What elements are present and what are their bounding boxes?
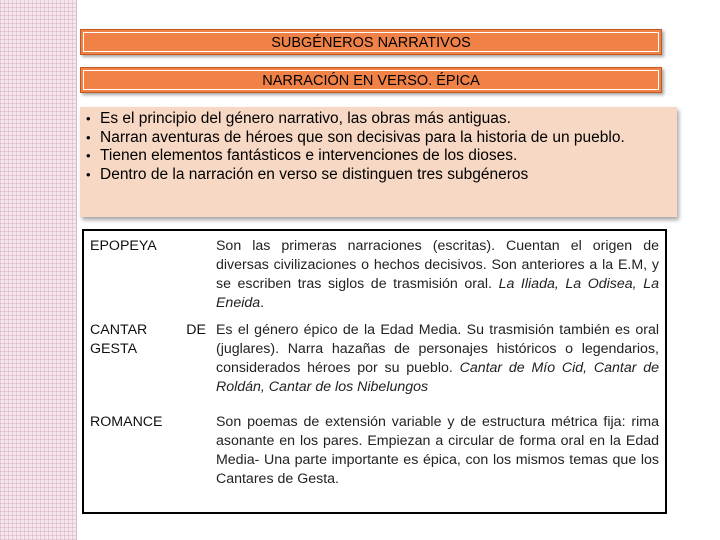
desc-cantar-de-gesta: Es el género épico de la Edad Media. Su trasmisión también es oral (juglares). Narra hazañas de personajes históricos o legendarios, considerados héroes por su pueblo. Cantar de Mío Cid, Cantar de Roldán, Cantar de los Nibelungos (215, 322, 659, 395)
bullet-item: • Narran aventuras de héroes que son decisivas para la historia de un pueblo. (86, 129, 667, 148)
bullet-item: • Tienen elementos fantásticos e intervenciones de los dioses. (86, 147, 667, 166)
desc-examples: Cantar de Mío Cid, Cantar de Roldán, Cantar de los Nibelungos (215, 360, 659, 395)
desc-examples: La Iliada, La Odisea, La Eneida (215, 276, 659, 311)
subgenres-table (82, 229, 667, 514)
term-romance: ROMANCE (90, 414, 163, 430)
section-subtitle: NARRACIÓN EN VERSO. ÉPICA (262, 73, 480, 89)
subtitle-banner (80, 67, 662, 93)
page-title: SUBGÉNEROS NARRATIVOS (271, 35, 471, 51)
table-row-epopeya (83, 230, 666, 319)
table-row-cantar-de-gesta (83, 319, 666, 413)
table-row-romance (83, 413, 666, 513)
bullet-item: • Dentro de la narración en verso se distinguen tres subgéneros (86, 166, 667, 185)
decorative-side-strip (0, 0, 77, 540)
term-cantar-de-gesta: CANTAR DE GESTA (90, 322, 206, 357)
bullet-list (86, 110, 667, 184)
term-epopeya: EPOPEYA (90, 238, 157, 254)
bullet-item: • Es el principio del género narrativo, las obras más antiguas. (86, 110, 667, 129)
bullet-box (80, 107, 677, 217)
desc-epopeya: Son las primeras narraciones (escritas). Cuentan el origen de diversas civilizaciones o hechos decisivos. Son anteriores a la E.M, y se escriben tras siglos de trasmisión oral. La Iliada, La Odisea, La Eneida. (215, 238, 659, 311)
desc-romance: Son poemas de extensión variable y de estructura métrica fija: rima asonante en los pares. Empiezan a circular de forma oral en la Edad Media- Una parte importante es épica, con los mismos temas que los Cantares de Gesta. (215, 414, 659, 487)
title-banner (80, 29, 662, 55)
